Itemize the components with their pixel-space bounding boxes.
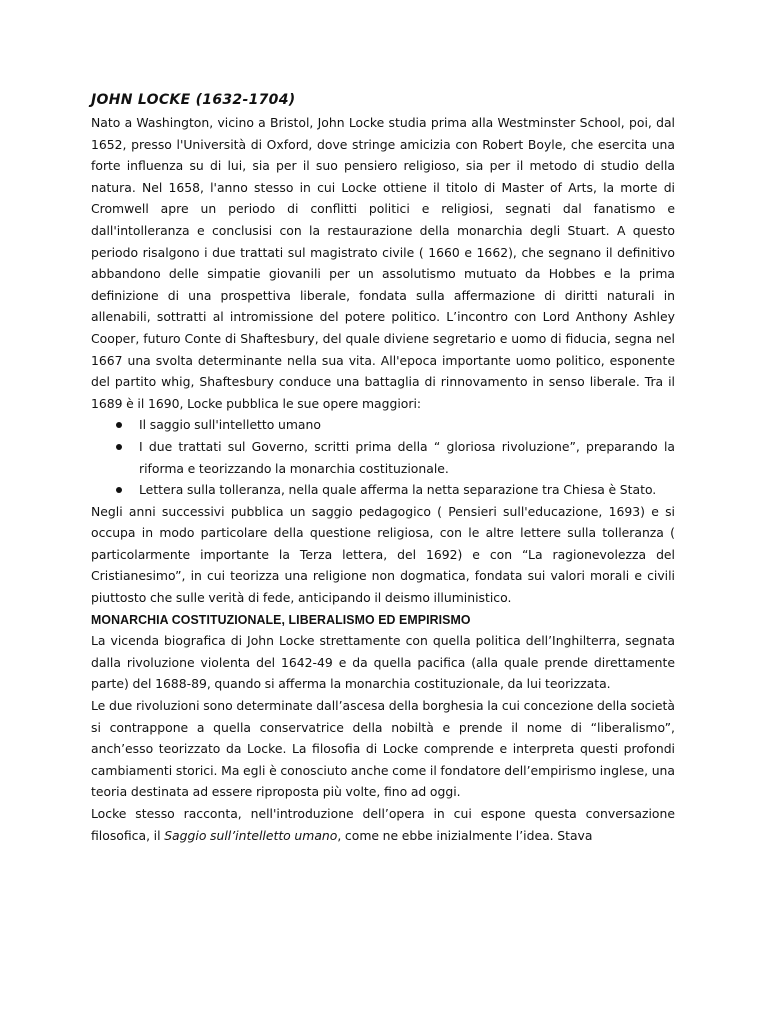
- paragraph-text-start: Locke stesso racconta, nell'introduzione dell’opera in cui espone questa conversazione filosofica, il: [91, 806, 675, 843]
- list-item: [139, 414, 675, 436]
- section-paragraph-3: [91, 803, 675, 846]
- document-body: [91, 88, 675, 846]
- paragraph-text-end: , come ne ebbe inizialmente l’idea. Stava: [337, 827, 593, 843]
- bullet-icon: [116, 422, 122, 428]
- later-works-paragraph: Negli anni successivi pubblica un saggio pedagogico ( Pensieri sull'educazione, 1693) e si occupa in modo particolare della questione religiosa, con le altre lettere sulla tolleranza ( particolarmente importante la Terza lettera, del 1692) e con “La ragionevolezza del Cristianesimo”, in cui teorizza una religione non dogmatica, fondata sui valori morali e civili piuttosto che sulle verità di fede, anticipando il deismo illuministico.: [91, 503, 675, 606]
- document-title: JOHN LOCKE (1632-1704): [91, 92, 296, 108]
- list-item-text: Lettera sulla tolleranza, nella quale afferma la netta separazione tra Chiesa è Stato.: [139, 482, 657, 498]
- works-list: [91, 414, 675, 500]
- list-item: [139, 436, 675, 479]
- essay-title: Saggio sull’intelletto umano: [164, 827, 338, 843]
- list-item: [139, 479, 675, 501]
- bullet-icon: [116, 444, 122, 450]
- intro-paragraph: Nato a Washington, vicino a Bristol, John Locke studia prima alla Westminster School, poi, dal 1652, presso l'Università di Oxford, dove stringe amicizia con Robert Boyle, che esercita una forte influenza su di lui, sia per il suo pensiero religioso, sia per il metodo di studio della natura. Nel 1658, l'anno stesso in cui Locke ottiene il titolo di Master of Arts, la morte di Cromwell apre un periodo di conflitti politici e religiosi, segnati dal fanatismo e dall'intolleranza e conclusisi con la restaurazione della monarchia degli Stuart. A questo periodo risalgono i due trattati sul magistrato civile ( 1660 e 1662), che segnano il definitivo abbandono delle simpatie giovanili per un assolutismo mutuato da Hobbes e la prima definizione di una prospettiva liberale, fondata sulla affermazione di diritti naturali in allenabili, sottratti al intromissione del potere politico. L’incontro con Lord Anthony Ashley Cooper, futuro Conte di Shaftesbury, del quale diviene segretario e uomo di fiducia, segna nel 1667 una svolta determinante nella sua vita. All'epoca importante uomo politico, esponente del partito whig, Shaftesbury conduce una battaglia di rinnovamento in senso liberale. Tra il 1689 è il 1690, Locke pubblica le sue opere maggiori:: [91, 115, 675, 411]
- list-item-text: Il saggio sull'intelletto umano: [139, 417, 321, 433]
- list-item-text: I due trattati sul Governo, scritti prima della “ gloriosa rivoluzione”, preparando la riforma e teorizzando la monarchia costituzionale.: [139, 438, 675, 476]
- section-heading: MONARCHIA COSTITUZIONALE, LIBERALISMO ED EMPIRISMO: [91, 611, 471, 627]
- section-paragraph-1: La vicenda biografica di John Locke strettamente con quella politica dell’Inghilterra, segnata dalla rivoluzione violenta del 1642-49 e da quella pacifica (alla quale prende direttamente parte) del 1688-89, quando si afferma la monarchia costituzionale, da lui teorizzata.: [91, 633, 675, 692]
- bullet-icon: [116, 487, 122, 493]
- section-paragraph-2: Le due rivoluzioni sono determinate dall’ascesa della borghesia la cui concezione della società si contrappone a quella conservatrice della nobiltà e prende il nome di “liberalismo”, anch’esso teorizzato da Locke. La filosofia di Locke comprende e interpreta questi profondi cambiamenti storici. Ma egli è conosciuto anche come il fondatore dell’empirismo inglese, una teoria destinata ad essere riproposta più volte, fino ad oggi.: [91, 698, 675, 800]
